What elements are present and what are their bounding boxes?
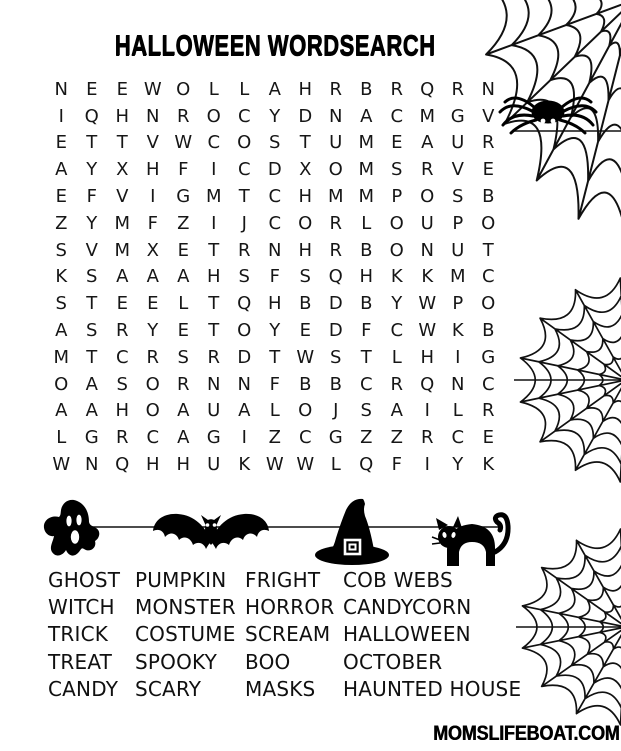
- site-credit: MOMSLIFEBOAT.COM: [433, 721, 620, 745]
- grid-letter: A: [390, 400, 403, 422]
- grid-letter: V: [146, 132, 159, 154]
- grid-letter: A: [268, 78, 281, 100]
- grid-letter: R: [390, 78, 403, 100]
- word-list-item: CANDYCORN: [343, 595, 472, 620]
- grid-letter: A: [238, 400, 251, 422]
- word-list-item: GHOST: [48, 567, 121, 592]
- word-list-column: [245, 566, 334, 703]
- grid-letter: T: [86, 346, 98, 368]
- word-list-item: COSTUME: [135, 622, 236, 647]
- grid-letter: U: [451, 132, 465, 154]
- grid-letter: E: [482, 159, 494, 181]
- grid-letter: C: [115, 346, 129, 368]
- grid-letter: T: [360, 346, 372, 368]
- word-list-item: WITCH: [48, 595, 115, 620]
- grid-letter: L: [178, 293, 189, 315]
- word-list-item: BOO: [245, 649, 291, 674]
- grid-letter: A: [177, 266, 190, 288]
- grid-letter: B: [299, 293, 312, 315]
- grid-letter: R: [207, 346, 220, 368]
- grid-letter: E: [55, 132, 67, 154]
- grid-letter: H: [359, 266, 374, 288]
- black-cat-icon: [431, 502, 515, 568]
- grid-letter: S: [391, 159, 403, 181]
- grid-letter: I: [211, 159, 217, 181]
- grid-letter: C: [390, 105, 404, 127]
- grid-letter: K: [421, 266, 434, 288]
- grid-letter: C: [298, 427, 312, 449]
- grid-letter: A: [116, 266, 129, 288]
- grid-letter: F: [269, 373, 280, 395]
- word-list-item: SPOOKY: [135, 649, 218, 674]
- grid-letter: E: [55, 186, 67, 208]
- grid-letter: F: [86, 186, 97, 208]
- grid-letter: D: [298, 105, 313, 127]
- word-list-column: [135, 566, 236, 703]
- grid-letter: U: [329, 132, 343, 154]
- word-list-item: SCREAM: [245, 622, 331, 647]
- grid-letter: E: [116, 78, 128, 100]
- grid-letter: C: [268, 212, 282, 234]
- grid-letter: R: [329, 78, 342, 100]
- grid-letter: W: [418, 320, 437, 342]
- grid-letter: D: [328, 293, 343, 315]
- grid-letter: H: [420, 346, 435, 368]
- grid-letter: T: [208, 239, 220, 261]
- grid-letter: Q: [328, 266, 343, 288]
- grid-letter: G: [176, 186, 191, 208]
- grid-letter: B: [482, 320, 495, 342]
- grid-letter: N: [481, 78, 495, 100]
- word-list-item: HORROR: [245, 595, 335, 620]
- grid-letter: T: [116, 132, 128, 154]
- grid-letter: Q: [115, 454, 130, 476]
- grid-letter: T: [269, 346, 281, 368]
- grid-letter: R: [115, 427, 129, 449]
- grid-letter: A: [360, 105, 373, 127]
- grid-letter: S: [360, 400, 372, 422]
- grid-letter: S: [55, 239, 67, 261]
- grid-letter: T: [208, 293, 220, 315]
- grid-letter: Z: [360, 427, 373, 449]
- grid-letter: N: [207, 373, 221, 395]
- grid-letter: R: [176, 105, 190, 127]
- grid-letter: R: [481, 132, 495, 154]
- grid-letter: B: [329, 373, 342, 395]
- grid-letter: N: [146, 105, 160, 127]
- grid-letter: C: [237, 105, 251, 127]
- grid-letter: K: [390, 266, 403, 288]
- grid-letter: Q: [420, 78, 435, 100]
- grid-letter: C: [451, 427, 465, 449]
- grid-letter: O: [145, 373, 160, 395]
- grid-letter: H: [298, 186, 313, 208]
- grid-letter: K: [238, 454, 251, 476]
- grid-letter: O: [206, 105, 221, 127]
- grid-letter: V: [482, 105, 495, 127]
- grid-letter: C: [207, 132, 221, 154]
- grid-letter: X: [299, 159, 312, 181]
- grid-letter: I: [58, 105, 64, 127]
- grid-letter: Y: [391, 293, 403, 315]
- grid-letter: R: [115, 320, 129, 342]
- grid-letter: O: [237, 132, 252, 154]
- word-list-item: MONSTER: [135, 595, 236, 620]
- grid-letter: O: [328, 159, 343, 181]
- grid-letter: O: [298, 212, 313, 234]
- grid-letter: H: [298, 239, 313, 261]
- grid-letter: A: [55, 320, 68, 342]
- grid-letter: Y: [269, 105, 281, 127]
- grid-letter: A: [177, 427, 190, 449]
- grid-letter: A: [421, 132, 434, 154]
- grid-letter: S: [452, 186, 464, 208]
- grid-letter: G: [481, 346, 496, 368]
- grid-letter: P: [452, 293, 464, 315]
- grid-letter: C: [481, 373, 495, 395]
- grid-letter: A: [85, 400, 98, 422]
- ghost-icon: [40, 499, 104, 561]
- grid-letter: S: [55, 293, 67, 315]
- grid-letter: G: [84, 427, 99, 449]
- word-list-item: FRIGHT: [245, 567, 321, 592]
- grid-letter: C: [268, 186, 282, 208]
- grid-letter: R: [146, 346, 159, 368]
- grid-letter: D: [328, 320, 343, 342]
- grid-letter: N: [54, 78, 68, 100]
- grid-letter: R: [420, 159, 434, 181]
- grid-letter: I: [455, 346, 461, 368]
- grid-letter: W: [143, 78, 162, 100]
- word-list-item: TREAT: [48, 649, 113, 674]
- grid-letter: T: [208, 320, 220, 342]
- grid-letter: W: [52, 454, 71, 476]
- grid-letter: I: [424, 400, 430, 422]
- grid-letter: B: [360, 293, 373, 315]
- grid-letter: N: [85, 454, 99, 476]
- word-list-item: HAUNTED HOUSE: [343, 677, 522, 702]
- word-list-item: MASKS: [245, 677, 316, 702]
- grid-letter: S: [330, 346, 342, 368]
- grid-letter: V: [85, 239, 98, 261]
- word-list-item: TRICK: [48, 622, 109, 647]
- grid-letter: B: [482, 186, 495, 208]
- grid-letter: T: [86, 293, 98, 315]
- grid-letter: Z: [268, 427, 281, 449]
- grid-letter: T: [86, 132, 98, 154]
- grid-letter: S: [116, 373, 128, 395]
- word-list-column: [343, 566, 521, 703]
- grid-letter: L: [208, 78, 219, 100]
- grid-letter: O: [145, 400, 160, 422]
- grid-letter: C: [359, 373, 373, 395]
- grid-letter: Y: [86, 159, 98, 181]
- grid-letter: F: [147, 212, 158, 234]
- grid-letter: Y: [269, 320, 281, 342]
- grid-letter: S: [299, 266, 311, 288]
- grid-letter: T: [482, 239, 494, 261]
- grid-letter: W: [174, 132, 193, 154]
- grid-letter: L: [56, 427, 67, 449]
- grid-letter: F: [178, 159, 189, 181]
- word-list-item: COB WEBS: [343, 567, 453, 592]
- word-list-item: PUMPKIN: [135, 567, 227, 592]
- grid-letter: Y: [86, 212, 98, 234]
- grid-letter: O: [176, 78, 191, 100]
- grid-letter: T: [299, 132, 311, 154]
- word-list-item: CANDY: [48, 677, 119, 702]
- grid-letter: X: [116, 159, 129, 181]
- grid-letter: Y: [147, 320, 159, 342]
- grid-letter: L: [452, 400, 463, 422]
- grid-letter: W: [296, 346, 315, 368]
- grid-letter: S: [86, 320, 98, 342]
- grid-letter: U: [420, 212, 434, 234]
- grid-letter: Q: [237, 293, 252, 315]
- grid-letter: E: [299, 320, 311, 342]
- grid-letter: Y: [452, 454, 464, 476]
- grid-letter: E: [177, 320, 189, 342]
- grid-letter: K: [55, 266, 68, 288]
- grid-letter: M: [449, 266, 466, 288]
- grid-letter: Z: [390, 427, 403, 449]
- grid-letter: N: [329, 105, 343, 127]
- grid-letter: I: [424, 454, 430, 476]
- grid-letter: C: [390, 320, 404, 342]
- grid-letter: B: [360, 78, 373, 100]
- grid-letter: X: [146, 239, 159, 261]
- grid-letter: C: [237, 159, 251, 181]
- grid-letter: V: [451, 159, 464, 181]
- grid-letter: B: [299, 373, 312, 395]
- grid-letter: S: [238, 266, 250, 288]
- grid-letter: S: [177, 346, 189, 368]
- grid-letter: G: [206, 427, 221, 449]
- grid-letter: E: [482, 427, 494, 449]
- word-list-column: [48, 566, 120, 703]
- grid-letter: R: [329, 239, 342, 261]
- grid-letter: G: [328, 427, 343, 449]
- grid-letter: M: [419, 105, 436, 127]
- grid-letter: M: [205, 186, 222, 208]
- grid-letter: G: [450, 105, 465, 127]
- grid-letter: M: [114, 212, 131, 234]
- grid-letter: F: [269, 266, 280, 288]
- word-list-item: OCTOBER: [343, 649, 443, 674]
- grid-letter: A: [146, 266, 159, 288]
- grid-letter: L: [330, 454, 341, 476]
- grid-letter: A: [55, 159, 68, 181]
- grid-letter: Q: [359, 454, 374, 476]
- grid-letter: W: [418, 293, 437, 315]
- grid-letter: O: [298, 400, 313, 422]
- grid-letter: L: [361, 212, 372, 234]
- grid-letter: I: [211, 212, 217, 234]
- grid-letter: L: [269, 400, 280, 422]
- grid-letter: K: [482, 454, 495, 476]
- grid-letter: O: [389, 239, 404, 261]
- grid-letter: N: [451, 373, 465, 395]
- grid-letter: O: [54, 373, 69, 395]
- grid-letter: A: [55, 400, 68, 422]
- grid-letter: E: [391, 132, 403, 154]
- grid-letter: M: [358, 186, 375, 208]
- grid-letter: M: [53, 346, 70, 368]
- grid-letter: P: [452, 212, 464, 234]
- grid-letter: N: [268, 239, 282, 261]
- grid-letter: W: [265, 454, 284, 476]
- grid-letter: U: [207, 400, 221, 422]
- grid-letter: O: [481, 212, 496, 234]
- grid-letter: O: [389, 212, 404, 234]
- grid-letter: H: [267, 293, 282, 315]
- grid-letter: H: [145, 454, 160, 476]
- grid-letter: F: [391, 454, 402, 476]
- grid-letter: C: [146, 427, 160, 449]
- grid-letter: J: [333, 400, 339, 422]
- grid-letter: Z: [177, 212, 190, 234]
- grid-letter: O: [420, 186, 435, 208]
- grid-letter: U: [207, 454, 221, 476]
- grid-letter: B: [360, 239, 373, 261]
- grid-letter: A: [85, 373, 98, 395]
- grid-letter: Q: [84, 105, 99, 127]
- grid-letter: R: [237, 239, 251, 261]
- grid-letter: H: [115, 105, 130, 127]
- witch-hat-icon: [313, 498, 391, 568]
- word-list-item: HALLOWEEN: [343, 622, 471, 647]
- bat-icon: [150, 505, 272, 557]
- cat-tail: [495, 515, 508, 552]
- grid-letter: L: [239, 78, 250, 100]
- grid-letter: E: [147, 293, 159, 315]
- grid-letter: W: [296, 454, 315, 476]
- grid-letter: O: [481, 293, 496, 315]
- grid-letter: T: [238, 186, 250, 208]
- grid-letter: N: [237, 373, 251, 395]
- grid-letter: K: [451, 320, 464, 342]
- grid-letter: O: [237, 320, 252, 342]
- grid-letter: N: [420, 239, 434, 261]
- grid-letter: F: [361, 320, 372, 342]
- grid-letter: R: [329, 212, 342, 234]
- grid-letter: A: [177, 400, 190, 422]
- grid-letter: I: [150, 186, 156, 208]
- grid-letter: U: [451, 239, 465, 261]
- grid-letter: R: [481, 400, 495, 422]
- grid-letter: H: [115, 400, 130, 422]
- grid-letter: V: [116, 186, 129, 208]
- grid-letter: R: [390, 373, 403, 395]
- grid-letter: D: [267, 159, 282, 181]
- grid-letter: M: [358, 159, 375, 181]
- grid-letter: H: [176, 454, 191, 476]
- grid-letter: R: [176, 373, 190, 395]
- grid-letter: P: [391, 186, 403, 208]
- word-list-item: SCARY: [135, 677, 202, 702]
- grid-letter: E: [116, 293, 128, 315]
- grid-letter: E: [177, 239, 189, 261]
- grid-letter: H: [298, 78, 313, 100]
- grid-letter: Z: [55, 212, 68, 234]
- grid-letter: M: [114, 239, 131, 261]
- grid-letter: R: [420, 427, 434, 449]
- grid-letter: E: [86, 78, 98, 100]
- hat-buckle: [345, 540, 360, 554]
- grid-letter: L: [391, 346, 402, 368]
- grid-letter: Q: [420, 373, 435, 395]
- page-title: HALLOWEEN WORDSEARCH: [114, 30, 436, 63]
- grid-letter: D: [237, 346, 252, 368]
- grid-letter: C: [481, 266, 495, 288]
- grid-letter: H: [145, 159, 160, 181]
- grid-letter: H: [206, 266, 221, 288]
- grid-letter: S: [86, 266, 98, 288]
- grid-letter: R: [451, 78, 464, 100]
- grid-letter: I: [241, 427, 247, 449]
- grid-letter: J: [241, 212, 247, 234]
- grid-letter: M: [327, 186, 344, 208]
- grid-letter: M: [358, 132, 375, 154]
- grid-letter: S: [269, 132, 281, 154]
